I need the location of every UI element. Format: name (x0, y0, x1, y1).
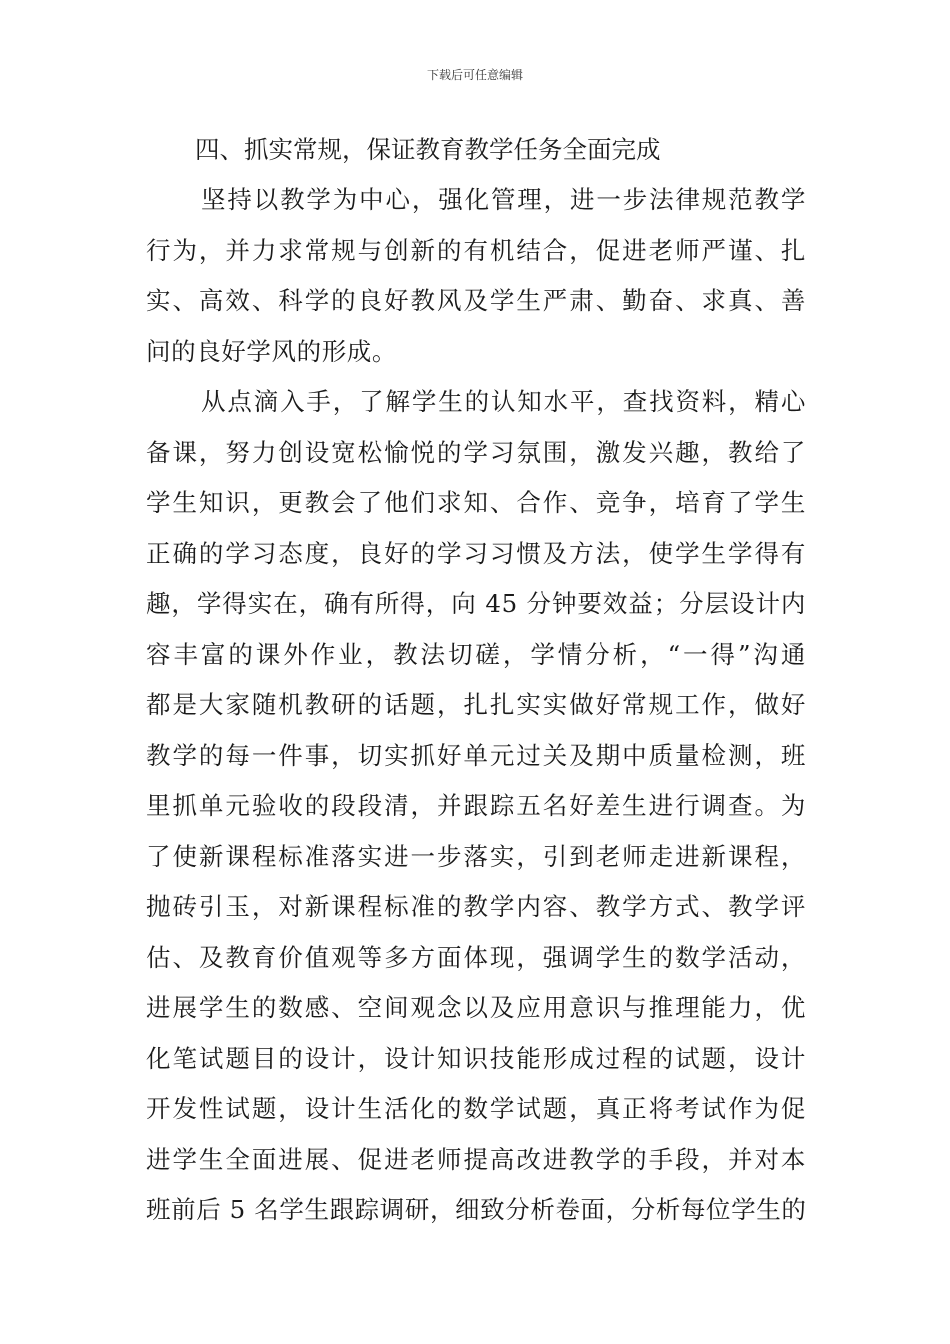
paragraph-line: 正确的学习态度，良好的学习习惯及方法，使学生学得有 (146, 538, 806, 568)
paragraph-line: 坚持以教学为中心，强化管理，进一步法律规范教学 (201, 185, 806, 214)
paragraph-line: 趣，学得实在，确有所得，向 45 分钟要效益；分层设计内 (146, 589, 806, 618)
paragraph-line: 化笔试题目的设计，设计知识技能形成过程的试题，设计 (146, 1043, 806, 1073)
paragraph-line: 容丰富的课外作业，教法切磋，学情分析，“一得”沟通 (146, 639, 806, 669)
paragraph-line: 开发性试题，设计生活化的数学试题，真正将考试作为促 (146, 1094, 806, 1123)
paragraph-line: 教学的每一件事，切实抓好单元过关及期中质量检测，班 (146, 740, 806, 770)
paragraph-line: 实、高效、科学的良好教风及学生严肃、勤奋、求真、善 (146, 286, 806, 315)
paragraph-line: 行为，并力求常规与创新的有机结合，促进老师严谨、扎 (146, 235, 806, 265)
paragraph-line: 都是大家随机教研的话题，扎扎实实做好常规工作，做好 (146, 690, 806, 719)
paragraph-line: 抛砖引玉，对新课程标准的教学内容、教学方式、教学评 (146, 892, 806, 921)
paragraph-line: 估、及教育价值观等多方面体现，强调学生的数学活动， (146, 942, 806, 972)
section-heading: 四、抓实常规，保证教育教学任务全面完成 (195, 135, 661, 164)
paragraph-line: 从点滴入手，了解学生的认知水平，查找资料，精心 (201, 387, 806, 416)
paragraph-2 (146, 377, 806, 1236)
paragraph-line: 里抓单元验收的段段清，并跟踪五名好差生进行调查。为 (146, 791, 806, 820)
paragraph-line: 备课，努力创设宽松愉悦的学习氛围，激发兴趣，教给了 (146, 437, 806, 467)
paragraph-line: 进展学生的数感、空间观念以及应用意识与推理能力，优 (146, 993, 806, 1022)
document-body (146, 124, 806, 1236)
paragraph-line: 问的良好学风的形成。 (146, 336, 397, 366)
paragraph-line: 进学生全面进展、促进老师提高改进教学的手段，并对本 (146, 1144, 806, 1174)
paragraph-line: 学生知识，更教会了他们求知、合作、竞争，培育了学生 (146, 488, 806, 517)
paragraph-line: 了使新课程标准落实进一步落实，引到老师走进新课程， (146, 841, 806, 871)
header-note: 下载后可任意编辑 (426, 68, 523, 82)
paragraph-1 (146, 175, 806, 377)
paragraph-line: 班前后 5 名学生跟踪调研，细致分析卷面，分析每位学生的 (146, 1195, 807, 1224)
